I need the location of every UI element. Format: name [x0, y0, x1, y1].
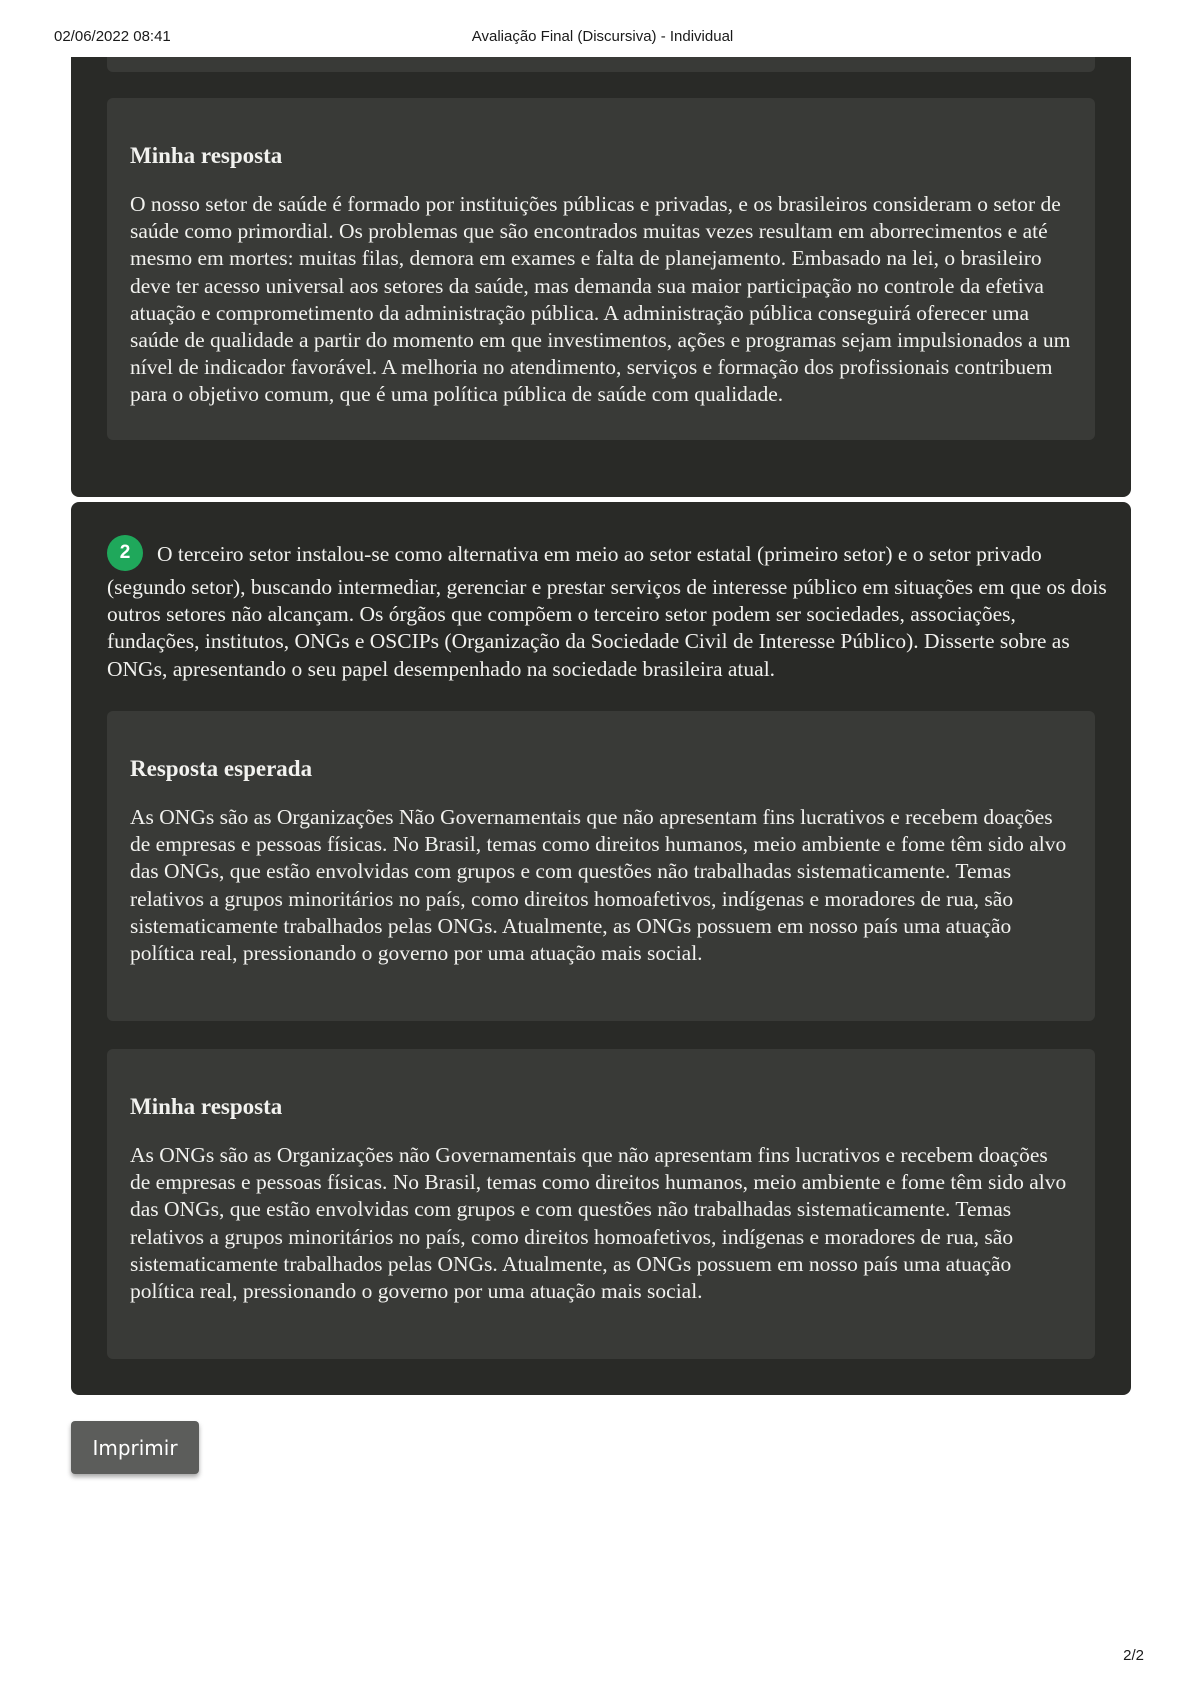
print-button[interactable]: Imprimir: [71, 1421, 199, 1474]
question-2-card: [71, 502, 1131, 1395]
expected-answer-panel: [107, 711, 1095, 1021]
my-answer-heading: Minha resposta: [130, 143, 283, 168]
print-header: [0, 28, 1191, 50]
question-2-prompt: [107, 538, 1107, 683]
question-1-my-answer-panel: [107, 98, 1095, 440]
page-number: 2/2: [1123, 1647, 1144, 1664]
expected-answer-text: As ONGs são as Organizações Não Governamentais que não apresentam fins lucrativos e recebem doações de empresas e pessoas físicas. No Brasil, temas como direitos humanos, meio ambiente e fome têm sido alvo das ONGs, que estão envolvidas com grupos e com questões não trabalhadas sistematicamente. Temas relativos a grupos minoritários no país, como direitos homoafetivos, indígenas e moradores de rua, são sistematicamente trabalhados pelas ONGs. Atualmente, as ONGs possuem em nosso país uma atuação política real, pressionando o governo por uma atuação mais social.: [130, 805, 1067, 966]
question-2-my-answer-panel: [107, 1049, 1095, 1359]
question-2-text: O terceiro setor instalou-se como alternativa em meio ao setor estatal (primeiro setor) e o setor privado (segundo setor), buscando intermediar, gerenciar e prestar serviços de interesse público em situações em que os dois outros setores não alcançam. Os órgãos que compõem o terceiro setor podem ser sociedades, associações, fundações, institutos, ONGs e OSCIPs (Organização da Sociedade Civil de Interesse Público). Disserte sobre as ONGs, apresentando o seu papel desempenhado na sociedade brasileira atual.: [107, 541, 1107, 681]
print-datetime: 02/06/2022 08:41: [54, 28, 171, 45]
expected-answer-heading: Resposta esperada: [130, 756, 313, 781]
question-1-card: [71, 57, 1131, 497]
my-answer-text: As ONGs são as Organizações não Governamentais que não apresentam fins lucrativos e recebem doações de empresas e pessoas físicas. No Brasil, temas como direitos humanos, meio ambiente e fome têm sido alvo das ONGs, que estão envolvidas com grupos e com questões não trabalhadas sistematicamente. Temas relativos a grupos minoritários no país, como direitos homoafetivos, indígenas e moradores de rua, são sistematicamente trabalhados pelas ONGs. Atualmente, as ONGs possuem em nosso país uma atuação política real, pressionando o governo por uma atuação mais social.: [130, 1143, 1067, 1304]
my-answer-heading: Minha resposta: [130, 1094, 283, 1119]
question-1-previous-panel-edge: [107, 57, 1095, 72]
my-answer-text: O nosso setor de saúde é formado por instituições públicas e privadas, e os brasileiros consideram o setor de saúde como primordial. Os problemas que são encontrados muitas vezes resultam em aborrecimentos e até mesmo em mortes: muitas filas, demora em exames e falta de planejamento. Embasado na lei, o brasileiro deve ter acesso universal aos setores da saúde, mas demanda sua maior participação no controle da efetiva atuação e comprometimento da administração pública. A administração pública conseguirá oferecer uma saúde de qualidade a partir do momento em que investimentos, ações e programas sejam impulsionados a um nível de indicador favorável. A melhoria no atendimento, serviços e formação dos profissionais contribuem para o objetivo comum, que é uma política pública de saúde com qualidade.: [130, 192, 1071, 407]
print-page-title: Avaliação Final (Discursiva) - Individual: [471, 28, 734, 45]
question-number-badge: 2: [107, 535, 143, 571]
